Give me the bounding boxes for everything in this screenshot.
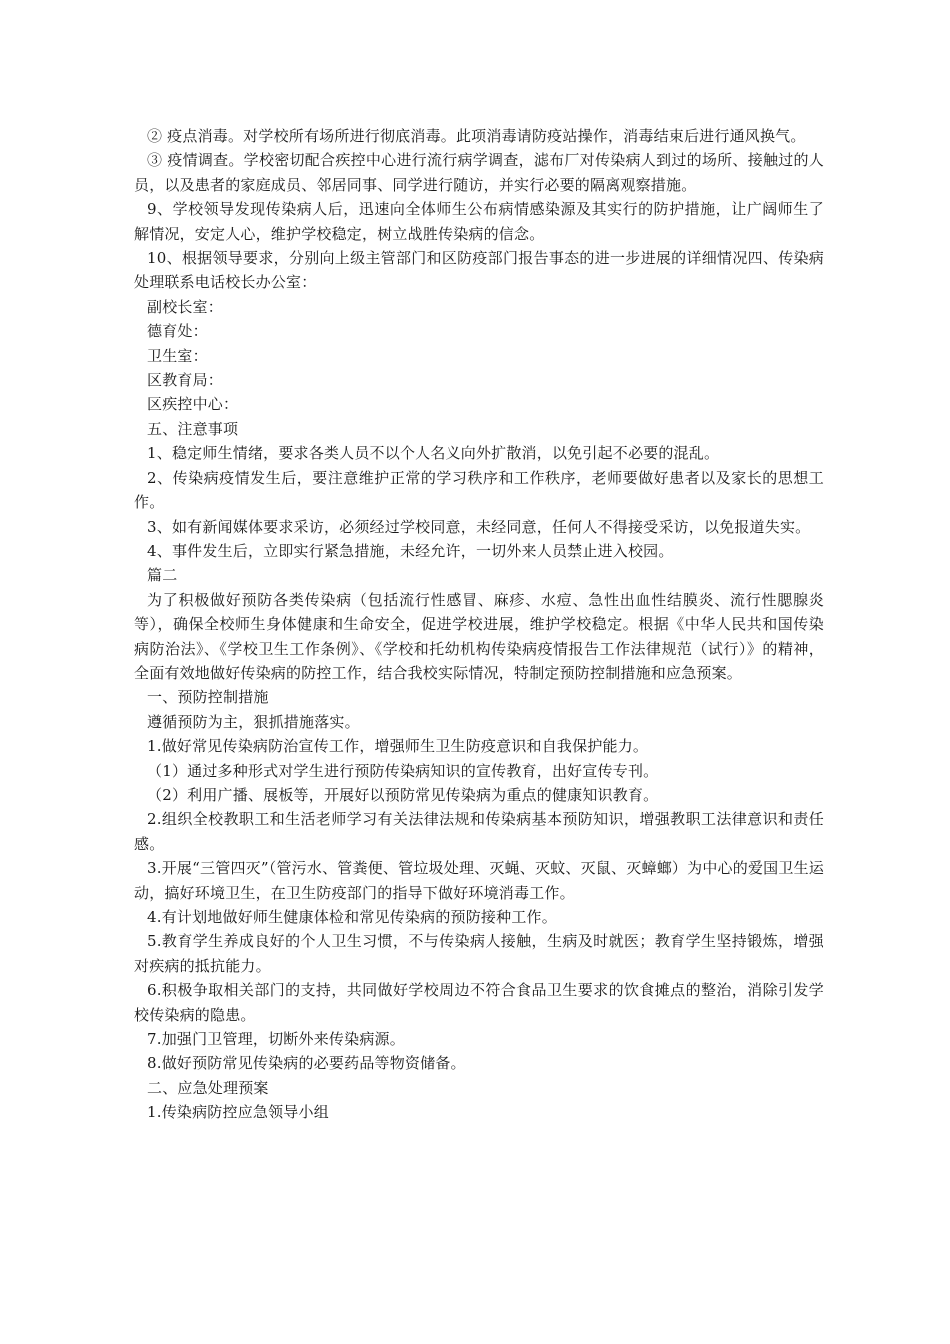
section-heading: 一、预防控制措施 <box>147 688 269 707</box>
paragraph: 1.传染病防控应急领导小组 <box>147 1103 329 1122</box>
paragraph: 2、传染病疫情发生后，要注意维护正常的学习秩序和工作秩序，老师要做好患者以及家长的思想工作。 <box>134 468 824 512</box>
paragraph: 遵循预防为主，狠抓措施落实。 <box>147 712 360 731</box>
paragraph: ③ 疫情调查。学校密切配合疾控中心进行流行病学调查，滤布厂对传染病人到过的场所、接触过的人员，以及患者的家庭成员、邻居同事、同学进行随访，并实行必要的隔离观察措施。 <box>134 151 824 194</box>
paragraph: ② 疫点消毒。对学校所有场所进行彻底消毒。此项消毒请防疫站操作，消毒结束后进行通风换气。 <box>147 127 806 145</box>
paragraph: 为了积极做好预防各类传染病（包括流行性感冒、麻疹、水痘、急性出血性结膜炎、流行性腮腺炎等），确保全校师生身体健康和生命安全，促进学校进展，维护学校稳定。根据《中华人民共和国传染病防治法》、《学校卫生工作条例》、《学校和托幼机构传染病疫情报告工作法律规范（试行）》的精神，全面有效地做好传染病的防控工作，结合我校实际情况，特制定预防控制措施和应急预案。 <box>134 590 824 682</box>
paragraph: （1）通过多种形式对学生进行预防传染病知识的宣传教育，出好宣传专刊。 <box>147 761 659 780</box>
paragraph: 1、稳定师生情绪，要求各类人员不以个人名义向外扩散消，以免引起不必要的混乱。 <box>147 444 720 463</box>
paragraph: 8.做好预防常见传染病的必要药品等物资储备。 <box>147 1054 466 1073</box>
paragraph: 1.做好常见传染病防治宣传工作，增强师生卫生防疫意识和自我保护能力。 <box>147 737 649 756</box>
paragraph: 3.开展“三管四灭”（管污水、管粪便、管垃圾处理、灭蝇、灭蚊、灭鼠、灭蟑螂）为中心的爱国卫生运动，搞好环境卫生，在卫生防疫部门的指导下做好环境消毒工作。 <box>134 859 824 902</box>
contact-line: 区疾控中心： <box>147 395 239 414</box>
contact-line: 区教育局： <box>147 371 224 390</box>
paragraph: 9、学校领导发现传染病人后，迅速向全体师生公布病情感染源及其实行的防护措施，让广阔师生了解情况，安定人心，维护学校稳定，树立战胜传染病的信念。 <box>134 200 824 243</box>
contact-line: 副校长室： <box>147 297 224 316</box>
paragraph: 6.积极争取相关部门的支持，共同做好学校周边不符合食品卫生要求的饮食摊点的整治，消除引发学校传染病的隐患。 <box>134 981 824 1024</box>
section-heading: 篇二 <box>147 566 178 585</box>
document-body <box>134 124 824 1125</box>
paragraph: 7.加强门卫管理，切断外来传染病源。 <box>147 1030 405 1049</box>
section-heading: 五、注意事项 <box>147 419 239 438</box>
contact-line: 德育处： <box>147 322 208 341</box>
contact-line: 卫生室： <box>147 346 208 365</box>
paragraph: 4、事件发生后，立即实行紧急措施，未经允许，一切外来人员禁止进入校园。 <box>147 541 674 560</box>
section-heading: 二、应急处理预案 <box>147 1078 269 1097</box>
paragraph: 10、根据领导要求，分别向上级主管部门和区防疫部门报告事态的进一步进展的详细情况四、传染病处理联系电话校长办公室： <box>134 249 824 292</box>
paragraph: 2.组织全校教职工和生活老师学习有关法律法规和传染病基本预防知识，增强教职工法律意识和责任感。 <box>134 810 824 853</box>
paragraph: 4.有计划地做好师生健康体检和常见传染病的预防接种工作。 <box>147 908 557 926</box>
paragraph: （2）利用广播、展板等，开展好以预防常见传染病为重点的健康知识教育。 <box>147 785 659 804</box>
paragraph: 5.教育学生养成良好的个人卫生习惯，不与传染病人接触，生病及时就医；教育学生坚持锻炼，增强对疾病的抵抗能力。 <box>134 932 824 975</box>
paragraph: 3、如有新闻媒体要求采访，必须经过学校同意，未经同意，任何人不得接受采访，以免报道失实。 <box>147 517 811 536</box>
